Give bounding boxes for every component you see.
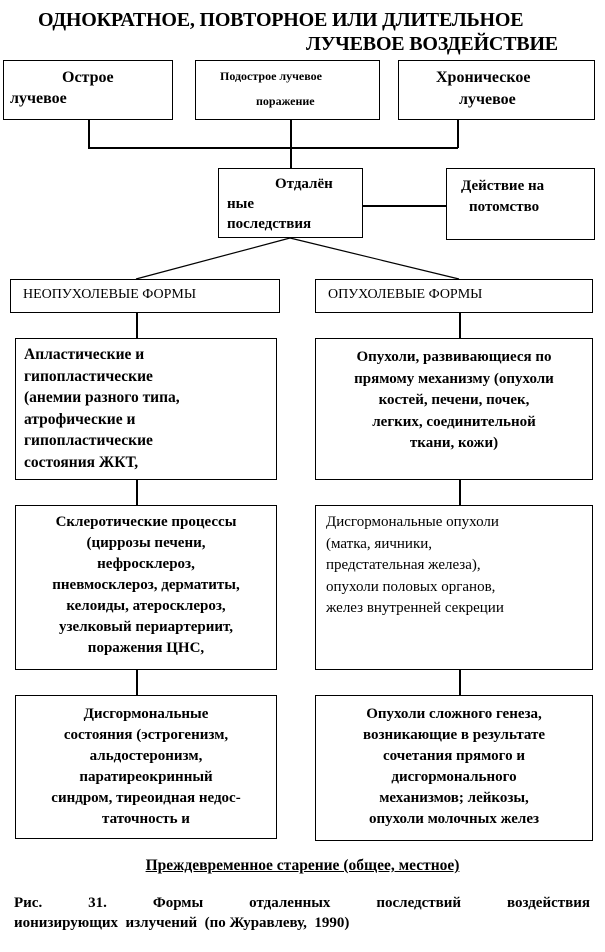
- acute-label-line-1: Острое: [62, 69, 114, 86]
- dishormonal-states-text: [16, 704, 276, 830]
- remote-label-line-3: последствия: [227, 216, 312, 232]
- dishormonal-states-box: [15, 695, 277, 839]
- premature-aging-footer: Преждевременное старение (общее, местное): [145, 857, 460, 874]
- caption-word-5: последствий: [376, 895, 462, 911]
- aplastic-line-2: гипопластические: [24, 367, 153, 385]
- subacute-label-line-2: поражение: [256, 94, 315, 108]
- acute-label-line-2: лучевое: [10, 90, 67, 107]
- offspring-label-line-1: Действие на: [461, 178, 545, 194]
- sclerotic-line-1: Склеротические процессы: [55, 514, 237, 530]
- direct-tumors-line-2: прямому механизму (опухоли: [354, 370, 554, 387]
- dishormonal-tumors-line-4: опухоли половых органов,: [326, 578, 496, 595]
- remote-consequences-box: [218, 168, 363, 238]
- sclerotic-text: [16, 512, 276, 659]
- complex-genesis-line-3: сочетания прямого и: [382, 748, 526, 764]
- sclerotic-line-5: келоиды, атеросклероз,: [66, 598, 226, 614]
- sclerotic-line-2: (циррозы печени,: [86, 535, 206, 551]
- caption-word-4: отдаленных: [249, 895, 331, 911]
- remote-label-line-2: ные: [227, 196, 255, 212]
- direct-tumors-box: [315, 338, 593, 480]
- dishormonal-states-line-2: состояния (эстрогенизм,: [63, 727, 229, 743]
- dishormonal-states-line-1: Дисгормональные: [83, 706, 209, 722]
- complex-genesis-line-4: дисгормонального: [391, 769, 517, 785]
- subacute-label-line-1: Подострое лучевое: [220, 69, 322, 83]
- dishormonal-tumors-line-2: (матка, яичники,: [326, 535, 433, 552]
- complex-genesis-line-1: Опухоли сложного генеза,: [366, 706, 542, 722]
- non-tumor-forms-label: НЕОПУХОЛЕВЫЕ ФОРМЫ: [23, 287, 197, 302]
- aplastic-text: [24, 344, 180, 473]
- direct-tumors-line-1: Опухоли, развивающиеся по: [356, 349, 552, 365]
- figure-caption-line-2: ионизирующих излучений (по Журавлеву, 1990): [14, 915, 350, 931]
- title-line-1: ОДНОКРАТНОЕ, ПОВТОРНОЕ ИЛИ ДЛИТЕЛЬНОЕ: [38, 9, 524, 31]
- dishormonal-tumors-box: [315, 505, 593, 670]
- dishormonal-tumors-line-5: желез внутренней секреции: [326, 600, 504, 616]
- offspring-effect-box: [446, 168, 595, 240]
- dishormonal-tumors-line-3: предстательная железа),: [326, 557, 481, 573]
- tumor-forms-box: [315, 279, 593, 313]
- dishormonal-states-line-5: синдром, тиреоидная недос-: [51, 790, 241, 806]
- aplastic-line-6: состояния ЖКТ,: [24, 453, 139, 471]
- direct-tumors-line-3: костей, печени, почек,: [378, 392, 530, 408]
- caption-word-3: Формы: [152, 895, 204, 911]
- dishormonal-tumors-text: [326, 512, 504, 620]
- chronic-label-line-1: Хроническое: [436, 69, 531, 86]
- caption-word-2: 31.: [88, 895, 107, 911]
- subacute-radiation-box: [195, 60, 380, 120]
- complex-genesis-line-6: опухоли молочных желез: [368, 811, 540, 827]
- aplastic-line-4: атрофические и: [24, 410, 136, 428]
- chronic-label-line-2: лучевое: [459, 91, 516, 108]
- sclerotic-line-6: узелковый периартериит,: [59, 619, 233, 635]
- sclerotic-line-7: поражения ЦНС,: [87, 640, 205, 656]
- chronic-radiation-box: [398, 60, 595, 120]
- offspring-label-line-2: потомство: [469, 199, 540, 215]
- complex-genesis-line-2: возникающие в результате: [362, 727, 546, 743]
- aplastic-states-box: [15, 338, 277, 480]
- figure-caption-line-1: [14, 893, 590, 914]
- direct-tumors-text: [316, 347, 592, 455]
- complex-genesis-tumors-box: [315, 695, 593, 841]
- aplastic-line-5: гипопластические: [24, 432, 153, 449]
- direct-tumors-line-4: легких, соединительной: [372, 413, 536, 430]
- aplastic-line-3: (анемии разного типа,: [24, 389, 180, 406]
- sclerotic-line-3: нефросклероз,: [97, 556, 195, 572]
- remote-label-line-1: Отдалён: [275, 176, 333, 192]
- dishormonal-states-line-4: паратиреокринный: [79, 769, 213, 785]
- non-tumor-forms-box: [10, 279, 280, 313]
- title-line-2: ЛУЧЕВОЕ ВОЗДЕЙСТВИЕ: [306, 33, 558, 55]
- tumor-forms-label: ОПУХОЛЕВЫЕ ФОРМЫ: [328, 287, 483, 302]
- direct-tumors-line-5: ткани, кожи): [409, 435, 499, 451]
- sclerotic-line-4: пневмосклероз, дерматиты,: [52, 577, 240, 593]
- sclerotic-processes-box: [15, 505, 277, 670]
- dishormonal-states-line-3: альдостеронизм,: [89, 748, 203, 764]
- complex-genesis-text: [316, 704, 592, 830]
- caption-word-1: Рис.: [14, 895, 43, 911]
- aplastic-line-1: Апластические и: [24, 346, 145, 363]
- dishormonal-states-line-6: таточность и: [102, 811, 190, 827]
- complex-genesis-line-5: механизмов; лейкозы,: [379, 790, 529, 806]
- caption-word-6: воздействия: [506, 895, 590, 911]
- acute-radiation-box: [3, 60, 173, 120]
- dishormonal-tumors-line-1: Дисгормональные опухоли: [326, 514, 499, 530]
